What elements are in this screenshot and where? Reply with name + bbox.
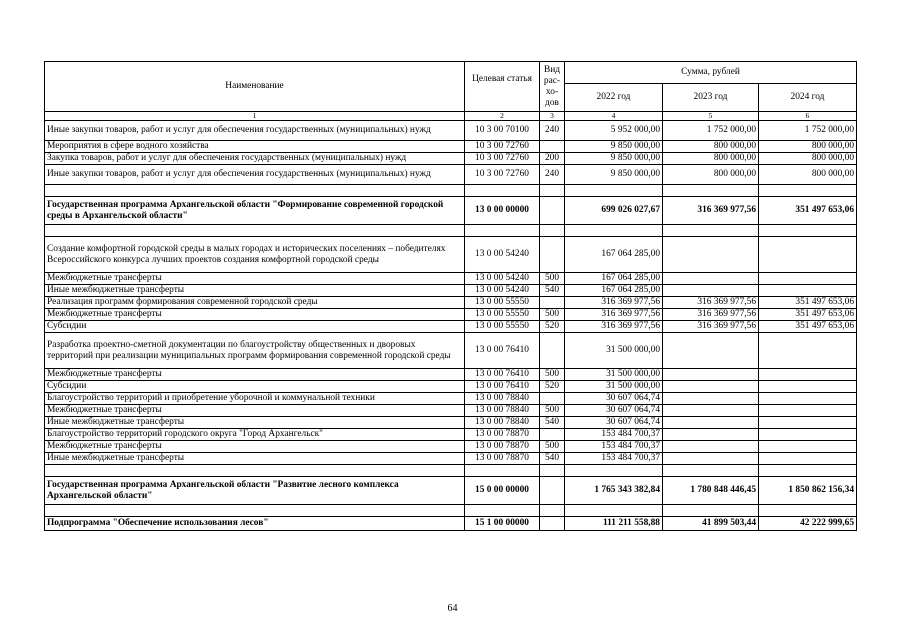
row-2022: 167 064 285,00 [565,237,663,273]
row-code: 10 3 00 72760 [465,153,540,165]
row-code: 13 0 00 78840 [465,417,540,429]
row-code: 13 0 00 78840 [465,405,540,417]
row-2024: 351 497 653,06 [759,297,857,309]
row-name [45,465,465,477]
row-2023 [663,393,759,405]
row-2024: 800 000,00 [759,165,857,185]
row-2023: 41 899 503,44 [663,517,759,531]
row-expense-type [540,297,565,309]
column-number: 1 [45,112,465,121]
row-expense-type [540,505,565,517]
row-2024 [759,429,857,441]
table-row [45,381,857,393]
row-2023 [663,185,759,197]
table-row [45,165,857,185]
row-2023: 800 000,00 [663,165,759,185]
row-expense-type: 500 [540,309,565,321]
row-2024: 800 000,00 [759,153,857,165]
row-2024 [759,225,857,237]
row-2024: 42 222 999,65 [759,517,857,531]
row-code: 13 0 00 55550 [465,309,540,321]
row-2024: 1 850 862 156,34 [759,477,857,505]
row-2024 [759,237,857,273]
row-2024 [759,369,857,381]
row-2024 [759,285,857,297]
row-name: Благоустройство территорий городского округа "Город Архангельск" [45,429,465,441]
row-name [45,185,465,197]
row-name: Субсидии [45,381,465,393]
row-expense-type [540,141,565,153]
table-row [45,453,857,465]
row-code: 13 0 00 78870 [465,441,540,453]
row-2022: 30 607 064,74 [565,393,663,405]
spacer-row [45,505,857,517]
table-body [45,121,857,531]
row-2022: 111 211 558,88 [565,517,663,531]
row-expense-type [540,333,565,369]
row-2023 [663,465,759,477]
row-2024 [759,393,857,405]
row-expense-type: 540 [540,417,565,429]
row-expense-type [540,237,565,273]
row-name: Создание комфортной городской среды в малых городах и исторических поселениях – победителях Всероссийского конкурса лучших проектов создания комфортной городской среды [45,237,465,273]
row-2024 [759,465,857,477]
row-name: Государственная программа Архангельской области "Развитие лесного комплекса Архангельской области" [45,477,465,505]
row-2023: 316 369 977,56 [663,321,759,333]
column-number: 2 [465,112,540,121]
row-expense-type [540,517,565,531]
row-name: Иные межбюджетные трансферты [45,453,465,465]
row-expense-type: 500 [540,405,565,417]
row-expense-type [540,429,565,441]
row-2023 [663,285,759,297]
row-2024 [759,185,857,197]
table-row [45,405,857,417]
table-row [45,297,857,309]
row-2022: 316 369 977,56 [565,297,663,309]
row-code: 13 0 00 00000 [465,197,540,225]
header-name: Наименование [45,62,465,112]
row-2022: 153 484 700,37 [565,453,663,465]
row-2022 [565,505,663,517]
row-expense-type [540,197,565,225]
row-2022: 9 850 000,00 [565,165,663,185]
budget-table [44,61,857,531]
column-number: 3 [540,112,565,121]
spacer-row [45,465,857,477]
row-code [465,185,540,197]
row-code: 13 0 00 55550 [465,321,540,333]
header-year: 2023 год [663,84,759,112]
header-year: 2022 год [565,84,663,112]
row-2022: 167 064 285,00 [565,273,663,285]
table-row [45,441,857,453]
row-code: 13 0 00 76410 [465,381,540,393]
table-row [45,321,857,333]
row-name: Мероприятия в сфере водного хозяйства [45,141,465,153]
row-expense-type: 520 [540,381,565,393]
row-expense-type [540,225,565,237]
row-code: 13 0 00 54240 [465,273,540,285]
row-name [45,505,465,517]
row-code: 13 0 00 78870 [465,453,540,465]
row-2022: 31 500 000,00 [565,381,663,393]
table-row [45,121,857,141]
table-row [45,417,857,429]
row-expense-type: 500 [540,273,565,285]
row-name: Иные межбюджетные трансферты [45,417,465,429]
row-code: 15 1 00 00000 [465,517,540,531]
table-row [45,429,857,441]
row-name: Реализация программ формирования современной городской среды [45,297,465,309]
row-2023: 316 369 977,56 [663,197,759,225]
page-number: 64 [447,603,458,614]
row-name: Межбюджетные трансферты [45,273,465,285]
row-code: 13 0 00 54240 [465,237,540,273]
row-2024 [759,505,857,517]
row-2022: 31 500 000,00 [565,333,663,369]
row-2023 [663,273,759,285]
row-code: 15 0 00 00000 [465,477,540,505]
row-2023 [663,381,759,393]
row-2023: 316 369 977,56 [663,309,759,321]
row-name: Иные закупки товаров, работ и услуг для обеспечения государственных (муниципальных) нужд [45,165,465,185]
table-row [45,273,857,285]
row-name: Благоустройство территорий и приобретение уборочной и коммунальной техники [45,393,465,405]
table-row [45,393,857,405]
row-code: 13 0 00 54240 [465,285,540,297]
row-name [45,225,465,237]
row-2023: 800 000,00 [663,141,759,153]
row-2022: 30 607 064,74 [565,417,663,429]
table-row [45,237,857,273]
row-expense-type: 200 [540,153,565,165]
table-row [45,309,857,321]
row-name: Закупка товаров, работ и услуг для обеспечения государственных (муниципальных) нужд [45,153,465,165]
row-name: Иные закупки товаров, работ и услуг для обеспечения государственных (муниципальных) нужд [45,121,465,141]
row-2023 [663,417,759,429]
row-code: 13 0 00 76410 [465,369,540,381]
row-code: 13 0 00 76410 [465,333,540,369]
row-2024 [759,417,857,429]
row-2022: 153 484 700,37 [565,429,663,441]
row-2023 [663,333,759,369]
row-expense-type [540,185,565,197]
row-2022: 9 850 000,00 [565,141,663,153]
row-name: Межбюджетные трансферты [45,405,465,417]
table-row [45,517,857,531]
row-2023 [663,505,759,517]
row-2024: 351 497 653,06 [759,197,857,225]
row-expense-type: 240 [540,121,565,141]
row-name: Межбюджетные трансферты [45,309,465,321]
row-2022: 316 369 977,56 [565,321,663,333]
row-name: Субсидии [45,321,465,333]
row-2023 [663,429,759,441]
table-row [45,153,857,165]
row-2023: 1 780 848 446,45 [663,477,759,505]
row-2023 [663,369,759,381]
row-2024: 1 752 000,00 [759,121,857,141]
row-2022: 153 484 700,37 [565,441,663,453]
row-expense-type [540,477,565,505]
row-2022: 699 026 027,67 [565,197,663,225]
row-2024: 351 497 653,06 [759,309,857,321]
row-2022: 9 850 000,00 [565,153,663,165]
row-2024 [759,453,857,465]
row-code [465,505,540,517]
row-expense-type: 240 [540,165,565,185]
row-2022: 316 369 977,56 [565,309,663,321]
header-year: 2024 год [759,84,857,112]
table-row [45,285,857,297]
row-2024 [759,333,857,369]
row-2022: 5 952 000,00 [565,121,663,141]
row-expense-type [540,465,565,477]
row-2023: 316 369 977,56 [663,297,759,309]
row-expense-type: 520 [540,321,565,333]
row-2024: 351 497 653,06 [759,321,857,333]
row-name: Государственная программа Архангельской области "Формирование современной городской среды в Архангельской области" [45,197,465,225]
row-2022 [565,185,663,197]
row-code: 10 3 00 72760 [465,165,540,185]
header-sum: Сумма, рублей [565,62,857,84]
row-name: Подпрограмма "Обеспечение использования лесов" [45,517,465,531]
row-code: 13 0 00 78840 [465,393,540,405]
row-2023 [663,405,759,417]
row-expense-type: 500 [540,369,565,381]
row-expense-type: 540 [540,285,565,297]
row-2024 [759,405,857,417]
column-number: 5 [663,112,759,121]
row-2022: 167 064 285,00 [565,285,663,297]
row-expense-type: 540 [540,453,565,465]
table-row [45,197,857,225]
table-row [45,333,857,369]
header-code: Целевая статья [465,62,540,112]
row-code: 10 3 00 72760 [465,141,540,153]
row-2023 [663,453,759,465]
row-2024 [759,381,857,393]
row-code: 10 3 00 70100 [465,121,540,141]
row-2024 [759,273,857,285]
row-2023 [663,441,759,453]
row-expense-type [540,393,565,405]
row-code: 13 0 00 78870 [465,429,540,441]
row-code [465,225,540,237]
row-name: Межбюджетные трансферты [45,369,465,381]
row-2024 [759,441,857,453]
row-code [465,465,540,477]
spacer-row [45,225,857,237]
row-name: Разработка проектно-сметной документации по благоустройству общественных и дворовых территорий при реализации муниципальных программ формирования современной городской среды [45,333,465,369]
row-2022: 30 607 064,74 [565,405,663,417]
row-2023 [663,225,759,237]
row-2023: 800 000,00 [663,153,759,165]
spacer-row [45,185,857,197]
row-expense-type: 500 [540,441,565,453]
row-2022 [565,465,663,477]
row-2024: 800 000,00 [759,141,857,153]
row-2022: 31 500 000,00 [565,369,663,381]
table-row [45,477,857,505]
table-row [45,369,857,381]
column-number: 4 [565,112,663,121]
row-code: 13 0 00 55550 [465,297,540,309]
row-2022: 1 765 343 382,84 [565,477,663,505]
header-expense-type: Вид рас-хо-дов [540,62,565,112]
row-2023 [663,237,759,273]
row-2022 [565,225,663,237]
row-2023: 1 752 000,00 [663,121,759,141]
column-number: 6 [759,112,857,121]
row-name: Межбюджетные трансферты [45,441,465,453]
table-row [45,141,857,153]
row-name: Иные межбюджетные трансферты [45,285,465,297]
